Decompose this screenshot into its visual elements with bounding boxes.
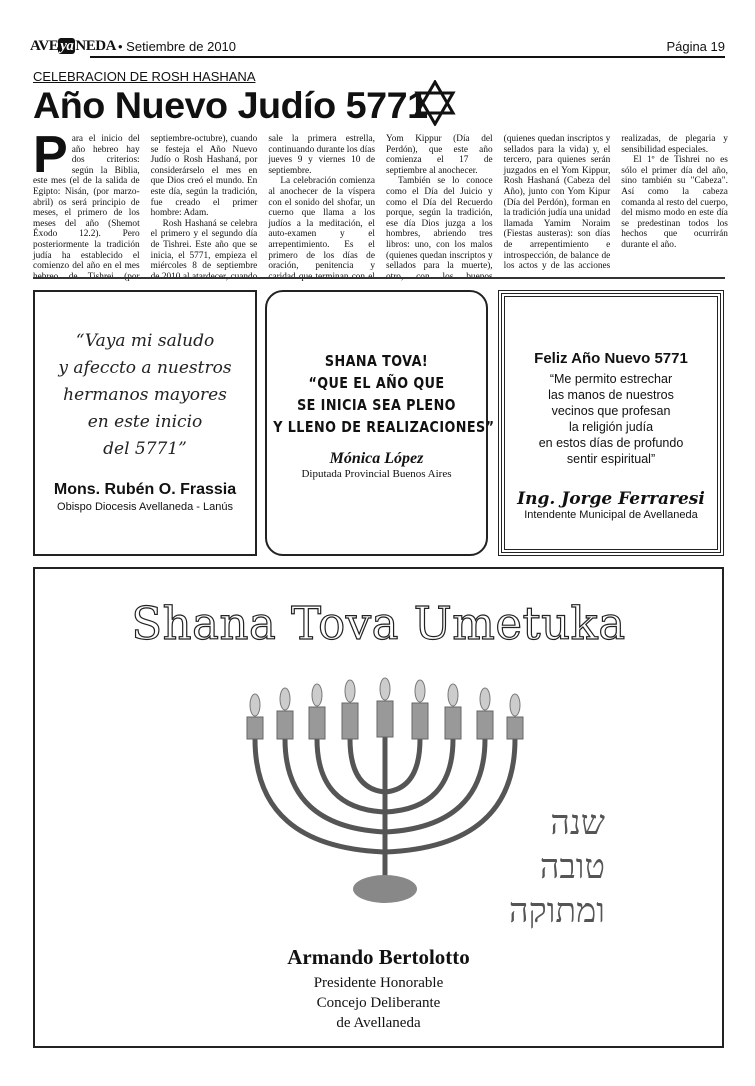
feature-name: Armando Bertolotto [287, 945, 470, 969]
ad-name: Mons. Rubén O. Frassia [53, 481, 237, 498]
ad-name: Mónica López [329, 450, 424, 467]
article-paragraph: Rosh Hashaná se celebra el primero y el segundo día de Tishrei. Este año que se inicia, el 5771, empieza el miércoles 8 de septiembre sale la primera estrella, continuando durante los días jueves 9 y viernes 10 de septiembre. [150, 134, 375, 272]
logo-part: NEDA [75, 38, 116, 54]
article-body [33, 126, 728, 282]
hebrew-line: שנה [550, 803, 605, 843]
page-number: Página 19 [666, 39, 725, 54]
quote-line: en estos días de profundo [538, 436, 684, 450]
ad-quote [273, 350, 495, 438]
quote-line: hermanos mayores [63, 385, 227, 405]
quote-line: las manos de nuestros [548, 388, 674, 402]
quote-line: sentir espiritual” [566, 452, 656, 466]
role-line: Concejo Deliberante [316, 995, 441, 1011]
article-paragraph: También se lo conoce como el Día del Juicio y como el Día del Recuerdo porque, según la tradición, ese día Dios juzga a los hombres, abriendo tres libros: uno, con los malos (quienes quedan inscriptos y sellados para la muerte), (quienes quedan inscriptos y sellados para la vida) y, el tercero, para quienes serán juzgados en el Yom Kippur, Rosh Hashaná (Cabeza del Año), junto con Yom Kipur (Día del Perdón), forman en la tradición judía una unidad llamada Yamim Noraim (Fiestas austeras): son días de arrepentimiento e introspección, de balance de los actos y de las acciones realizadas, de plegaria y sensibilidad especiales. [385, 134, 728, 272]
quote-line: vecinos que profesan [551, 404, 671, 418]
hebrew-line: טובה [539, 847, 605, 887]
quote-line: “Me permito estrechar [549, 372, 673, 386]
role-line: de Avellaneda [336, 1015, 421, 1031]
article-paragraph: La celebración comienza al anochecer de la víspera con el sonido del shofar, un cuerno que llama a los judíos a la meditación, el auto-examen y el arrepentimiento. Es el primero de los días de oración, penitencia y Yom Kippur (Día del Perdón), que este año comienza el 17 de septiembre al anochecer. [268, 134, 493, 272]
ad-role: Intendente Municipal de Avellaneda [524, 509, 698, 521]
header-rule [90, 56, 725, 58]
feature-ad-bertolotto [33, 567, 724, 1048]
quote-line: en este inicio [87, 412, 203, 432]
quote-line: “QUE EL AÑO QUE [308, 374, 445, 392]
newspaper-logo [30, 38, 116, 55]
section-label: CELEBRACION DE ROSH HASHANA [33, 69, 256, 84]
feature-role [35, 973, 722, 1033]
ad-quote [35, 328, 255, 463]
article-title: Año Nuevo Judío 5771 [33, 85, 428, 126]
issue-date: • Setiembre de 2010 [118, 39, 237, 54]
greeting-ad-lopez [265, 290, 495, 556]
paragraph-text: ara el inicio del año hebreo hay dos criterios: según la Biblia, este mes (el de la salida de Egipto: Nisán, (por marzo-abril) os será principio de meses, el primero de los meses del año (Shemot Éxodo 12.2). Pero posteriormente la tradición judía ha establecido el comienzo del año en el mes septiembre-octubre), cuando se festeja el Año Nuevo Judío o Rosh Hashaná, por considerárselo el mes en que Dios creó el mundo. En este día, según la tradición, fue creado el primer hombre: Adam. [33, 134, 258, 272]
ad-role: Obispo Diocesis Avellaneda - Lanús [57, 501, 233, 513]
logo-part: AVE [30, 38, 59, 54]
greeting-ad-ferraresi [498, 290, 724, 556]
role-line: Presidente Honorable [313, 975, 444, 991]
quote-line: y afeccto a nuestros [58, 358, 232, 378]
quote-line: del 5771” [103, 439, 187, 459]
star-of-david-icon [414, 80, 456, 126]
section-divider [33, 277, 725, 279]
quote-line: “Vaya mi saludo [75, 331, 215, 351]
hebrew-greeting [465, 801, 605, 933]
ad-heading: Feliz Año Nuevo 5771 [534, 350, 688, 367]
ad-signature: Ing. Jorge Ferraresi [517, 489, 705, 509]
ad-role: Diputada Provincial Buenos Aires [301, 468, 452, 480]
quote-line: la religión judía [568, 420, 654, 434]
logo-part: ya [60, 38, 74, 54]
feature-headline: Shana Tova Umetuka [131, 597, 626, 650]
article-paragraph: El 1º de Tishrei no es sólo el primer día del año, sino también su "Cabeza". Así como la cabeza comanda al resto del cuerpo, del mismo modo en este día se predestinan todos los hechos que ocurrirán durante el año. [621, 155, 728, 250]
quote-line: SHANA TOVA! [324, 352, 429, 370]
quote-line: SE INICIA SEA PLENO [297, 396, 456, 414]
drop-cap: P [33, 126, 68, 184]
greeting-ad-frassia [33, 290, 257, 556]
quote-line: Y LLENO DE REALIZACIONES” [273, 418, 495, 436]
hebrew-line: ומתוקה [508, 891, 605, 931]
ad-quote [502, 371, 720, 467]
